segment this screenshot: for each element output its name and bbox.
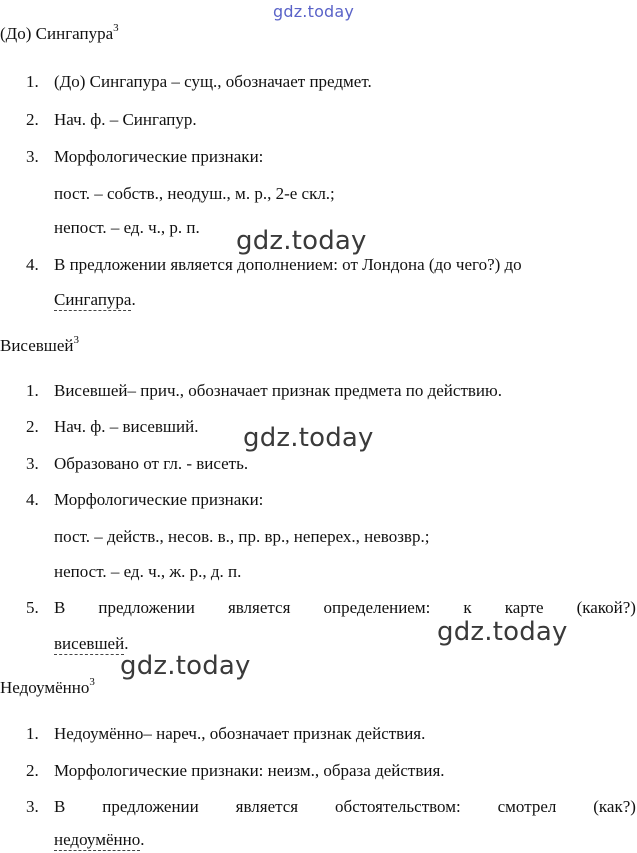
list-number: 3. — [26, 454, 39, 473]
underlined-word: недоумённо — [54, 830, 141, 849]
list-number: 1. — [26, 381, 39, 400]
sub-item: пост. – действ., несов. в., пр. вр., неперех., невозвр.; — [54, 527, 430, 546]
list-number: 3. — [26, 147, 39, 166]
watermark-1: gdz.today — [236, 226, 367, 256]
list-number: 2. — [26, 110, 39, 129]
sub-item: пост. – собств., неодуш., м. р., 2-е скл.; — [54, 184, 335, 203]
section-heading: Недоумённо$^3$ — [0, 676, 95, 697]
list-number: 4. — [26, 255, 39, 274]
underlined-word: Сингапура — [54, 290, 132, 309]
list-item: Образовано от гл. - висеть. — [54, 454, 249, 473]
list-item: Недоумённо– нареч., обозначает признак действия. — [54, 724, 426, 743]
list-item-continuation: висевшей. — [54, 634, 129, 653]
list-number: 5. — [26, 598, 39, 617]
watermark-3: gdz.today — [437, 617, 568, 647]
list-number: 1. — [26, 724, 39, 743]
list-item: В предложении является определением: к карте (какой?) — [54, 598, 636, 617]
section-heading: Висевшей$^3$ — [0, 334, 79, 355]
list-number: 4. — [26, 490, 39, 509]
list-item-continuation: Сингапура. — [54, 290, 136, 309]
underlined-word: висевшей — [54, 634, 125, 653]
sub-item: непост. – ед. ч., ж. р., д. п. — [54, 562, 242, 581]
list-number: 1. — [26, 72, 39, 91]
list-number: 2. — [26, 417, 39, 436]
list-number: 3. — [26, 797, 39, 816]
list-item: Нач. ф. – Сингапур. — [54, 110, 197, 129]
list-number: 2. — [26, 761, 39, 780]
list-item: В предложении является дополнением: от Лондона (до чего?) до — [54, 255, 522, 274]
sub-item: непост. – ед. ч., р. п. — [54, 218, 200, 237]
list-item: В предложении является обстоятельством: смотрел (как?) — [54, 797, 636, 816]
list-item: Нач. ф. – висевший. — [54, 417, 199, 436]
list-item: Морфологические признаки: — [54, 490, 264, 509]
watermark-top: gdz.today — [273, 2, 355, 21]
list-item: Морфологические признаки: неизм., образа действия. — [54, 761, 445, 780]
watermark-2: gdz.today — [243, 423, 374, 453]
watermark-4: gdz.today — [120, 651, 251, 681]
section-heading: (До) Сингапура$^3$ — [0, 22, 119, 43]
list-item: Висевшей– прич., обозначает признак предмета по действию. — [54, 381, 502, 400]
list-item: Морфологические признаки: — [54, 147, 264, 166]
list-item-continuation: недоумённо. — [54, 830, 145, 849]
list-item: (До) Сингапура – сущ., обозначает предмет. — [54, 72, 372, 91]
